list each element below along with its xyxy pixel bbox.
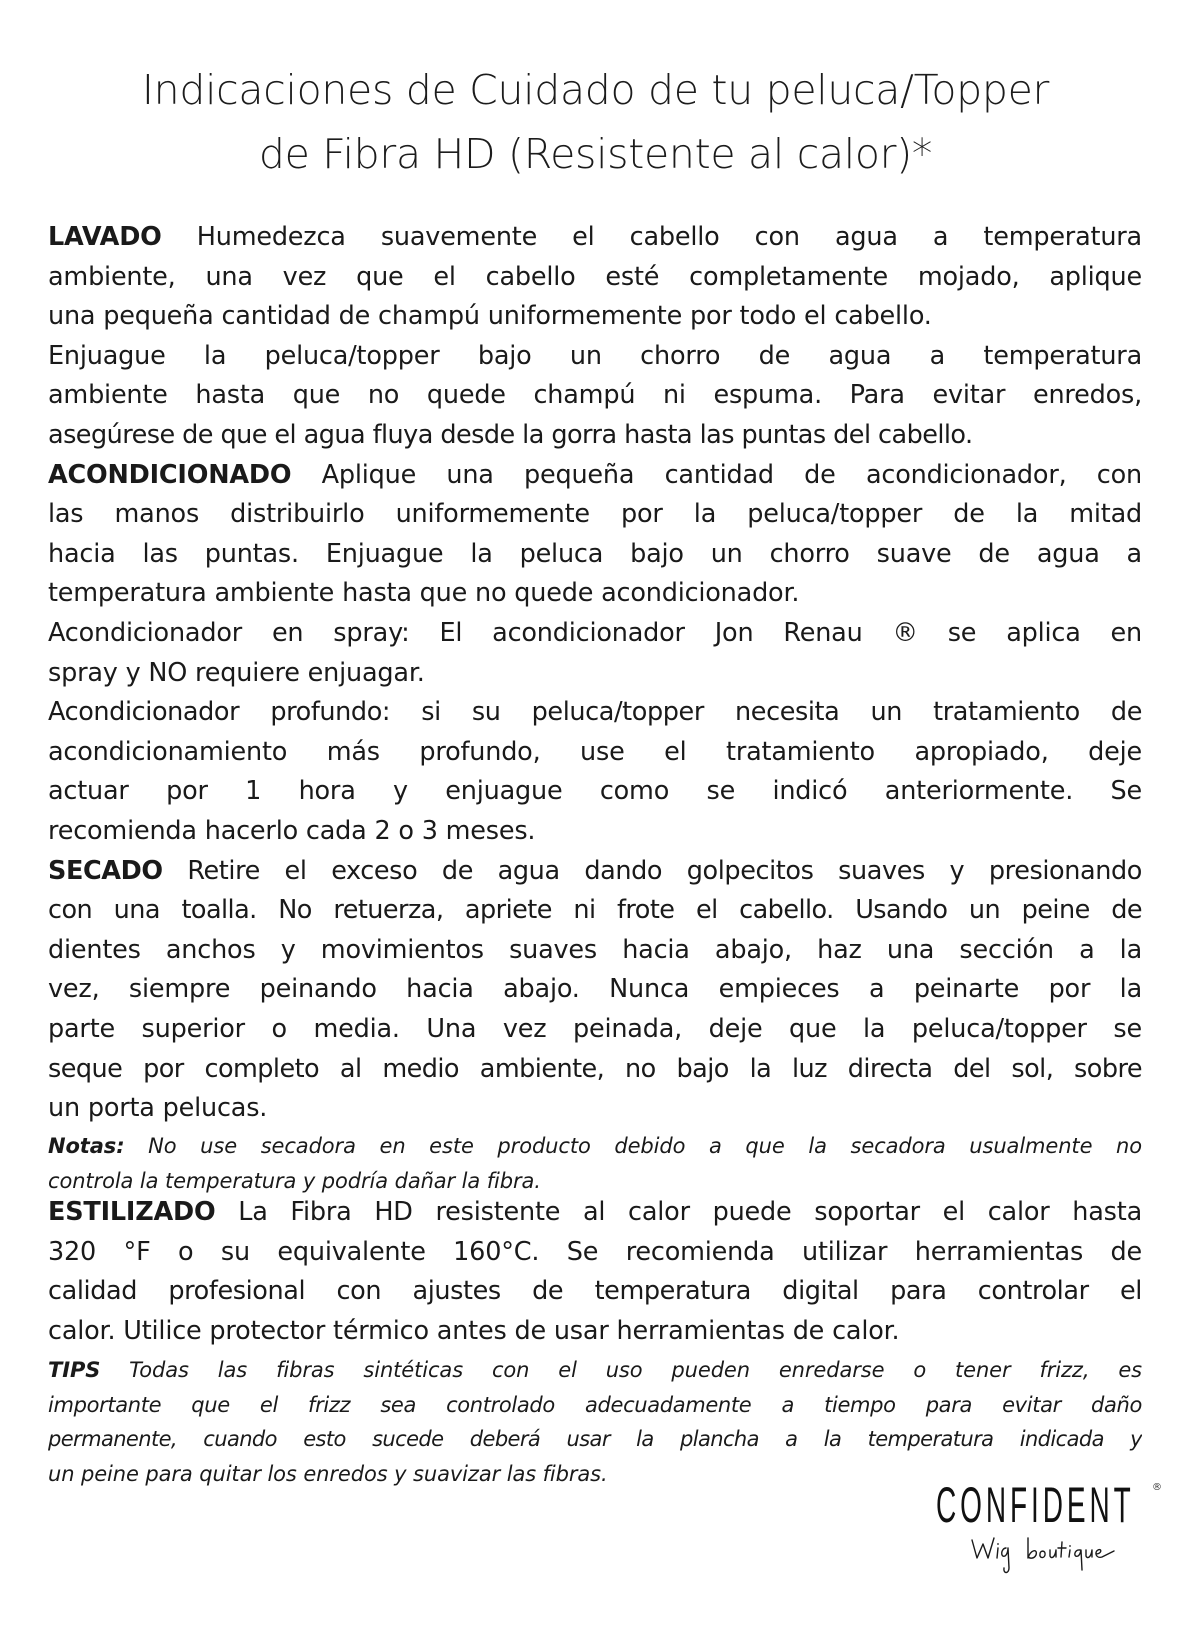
paragraph-line: vez, siempre peinando hacia abajo. Nunca empieces a peinarte por la [48, 974, 1142, 1005]
section-heading: ACONDICIONADO [48, 459, 292, 490]
section-lavado [48, 218, 1142, 456]
paragraph-line: Acondicionador profundo: si su peluca/topper necesita un tratamiento de [48, 697, 1142, 728]
paragraph-line: spray y NO requiere enjuagar. [48, 657, 425, 688]
section-notas [48, 1129, 1142, 1198]
tip-line: TIPS Todas las fibras sintéticas con el uso pueden enredarse o tener frizz, es [48, 1358, 1142, 1382]
registered-mark: ® [1152, 1482, 1162, 1493]
note-line: controla la temperatura y podría dañar la fibra. [48, 1168, 541, 1193]
paragraph-line: con una toalla. No retuerza, apriete ni frote el cabello. Usando un peine de [48, 895, 1142, 926]
paragraph-line: ESTILIZADO La Fibra HD resistente al calor puede soportar el calor hasta [48, 1197, 1142, 1227]
paragraph-line: LAVADO Humedezca suavemente el cabello con agua a temperatura [48, 222, 1142, 252]
paragraph-line: calor. Utilice protector térmico antes de usar herramientas de calor. [48, 1315, 900, 1346]
tip-line: permanente, cuando esto sucede deberá usar la plancha a la temperatura indicada y [48, 1427, 1142, 1451]
paragraph-line: seque por completo al medio ambiente, no bajo la luz directa del sol, sobre [48, 1053, 1142, 1084]
section-secado [48, 852, 1142, 1129]
paragraph-line: Enjuague la peluca/topper bajo un chorro de agua a temperatura [48, 340, 1142, 371]
paragraph-line: SECADO Retire el exceso de agua dando golpecitos suaves y presionando [48, 855, 1142, 886]
paragraph-line: Acondicionador en spray: El acondicionador Jon Renau ® se aplica en [48, 617, 1142, 648]
tip-line: importante que el frizz sea controlado adecuadamente a tiempo para evitar daño [48, 1392, 1142, 1417]
paragraph-line: las manos distribuirlo uniformemente por la peluca/topper de la mitad [48, 499, 1142, 530]
note-line: Notas: No use secadora en este producto debido a que la secadora usualmente no [48, 1134, 1142, 1158]
section-heading: SECADO [48, 855, 163, 886]
tip-line: un peine para quitar los enredos y suavizar las fibras. [48, 1461, 608, 1486]
paragraph-line: parte superior o media. Una vez peinada, deje que la peluca/topper se [48, 1013, 1142, 1044]
logo-tagline-script [968, 1532, 1118, 1578]
brand-logo [930, 1478, 1170, 1588]
paragraph-line: asegúrese de que el agua fluya desde la gorra hasta las puntas del cabello. [48, 419, 973, 450]
paragraph-line: hacia las puntas. Enjuague la peluca bajo un chorro suave de agua a [48, 538, 1142, 569]
paragraph-line: ambiente hasta que no quede champú ni espuma. Para evitar enredos, [48, 380, 1142, 411]
section-heading: LAVADO [48, 222, 162, 252]
section-acondicionado [48, 456, 1142, 852]
tips-heading: TIPS [48, 1358, 101, 1382]
paragraph-line: temperatura ambiente hasta que no quede acondicionador. [48, 578, 800, 609]
section-heading: ESTILIZADO [48, 1197, 216, 1227]
paragraph-line: calidad profesional con ajustes de temperatura digital para controlar el [48, 1276, 1142, 1307]
page-title [0, 58, 1191, 186]
title-line-2: de Fibra HD (Resistente al calor)* [258, 130, 933, 178]
paragraph-line: una pequeña cantidad de champú uniformemente por todo el cabello. [48, 301, 932, 332]
note-heading: Notas: [48, 1134, 125, 1158]
paragraph-line: actuar por 1 hora y enjuague como se indicó anteriormente. Se [48, 776, 1142, 807]
paragraph-line: recomienda hacerlo cada 2 o 3 meses. [48, 815, 536, 846]
title-line-1: Indicaciones de Cuidado de tu peluca/Topper [141, 66, 1050, 114]
paragraph-line: dientes anchos y movimientos suaves hacia abajo, haz una sección a la [48, 934, 1142, 965]
paragraph-line: ambiente, una vez que el cabello esté completamente mojado, aplique [48, 261, 1142, 292]
section-tips [48, 1353, 1142, 1491]
section-estilizado [48, 1193, 1142, 1351]
paragraph-line: un porta pelucas. [48, 1093, 268, 1124]
logo-wordmark: CONFIDENT [936, 1477, 1135, 1533]
paragraph-line: acondicionamiento más profundo, use el tratamiento apropiado, deje [48, 736, 1142, 767]
paragraph-line: ACONDICIONADO Aplique una pequeña cantidad de acondicionador, con [48, 459, 1142, 490]
paragraph-line: 320 °F o su equivalente 160°C. Se recomienda utilizar herramientas de [48, 1236, 1142, 1267]
